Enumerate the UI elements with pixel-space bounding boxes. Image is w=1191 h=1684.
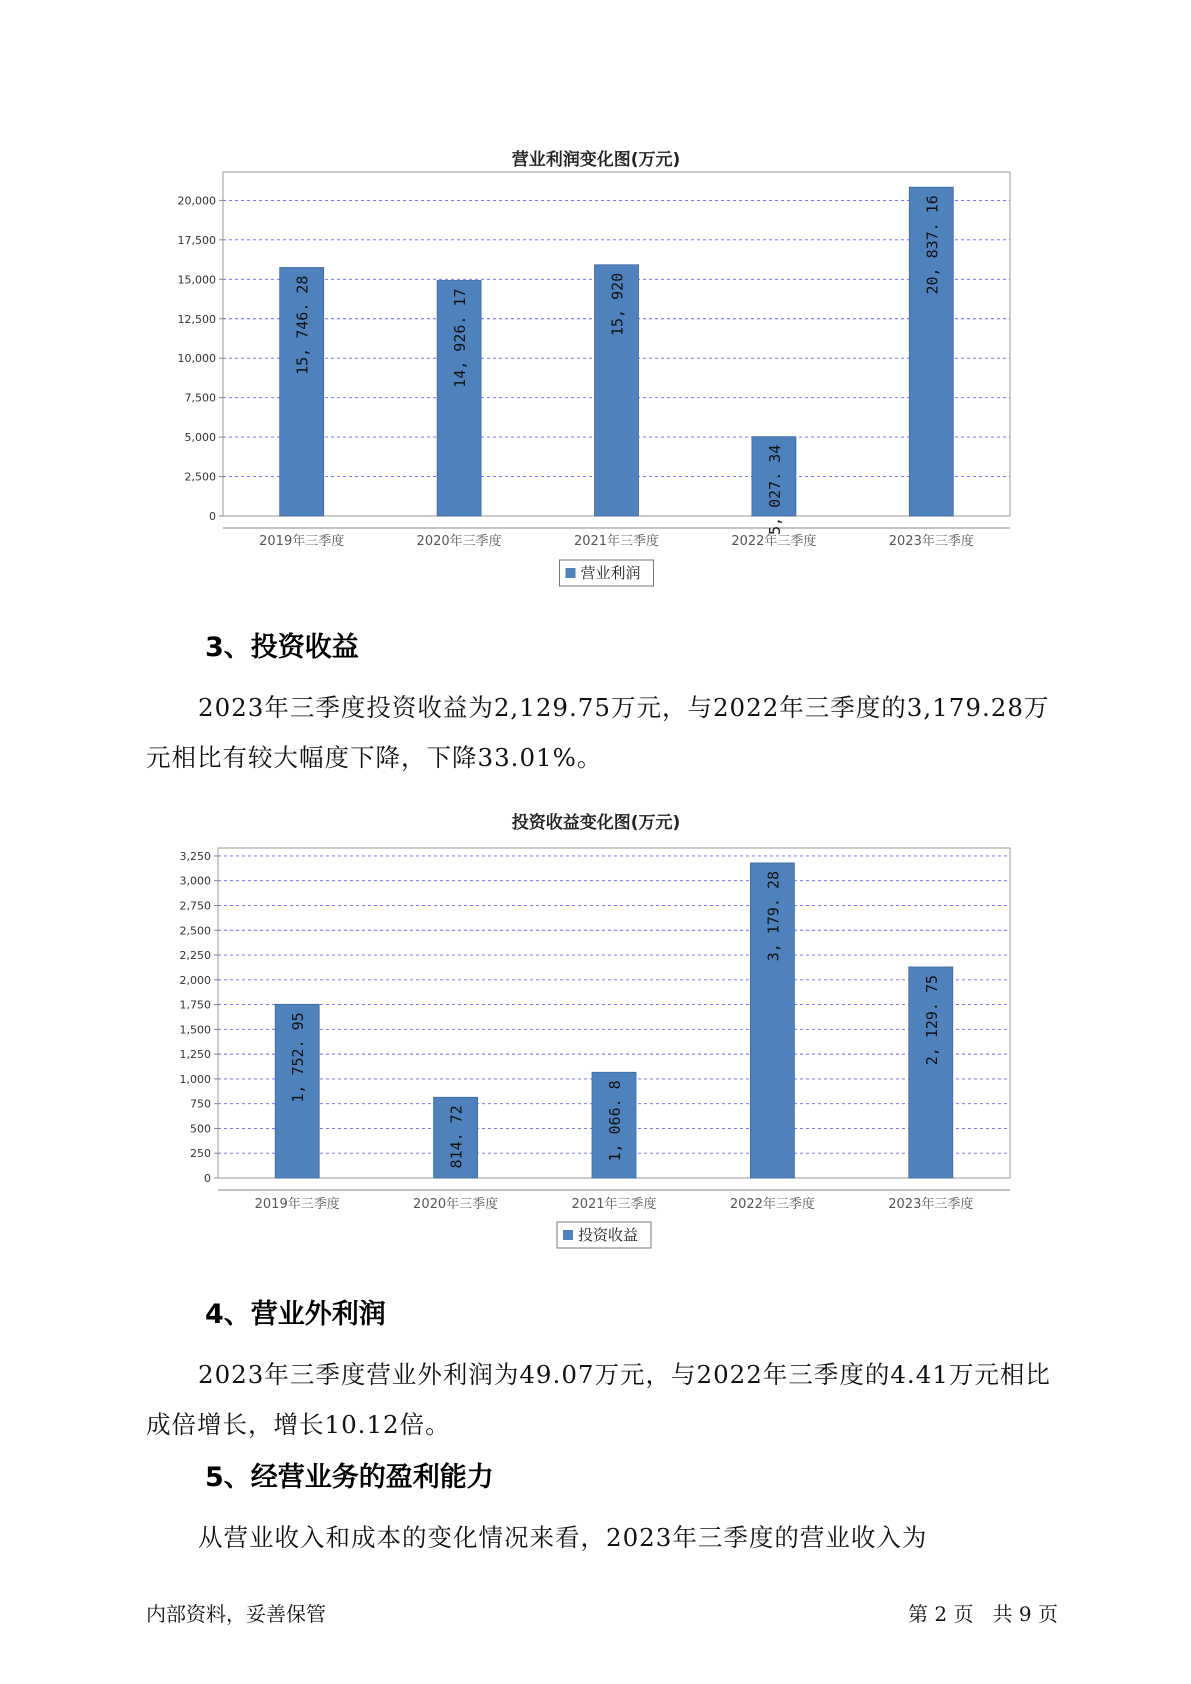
y-tick-label: 20,000 (177, 194, 216, 208)
bar-value-label: 2, 129. 75 (922, 974, 941, 1066)
y-tick-label: 750 (190, 1097, 211, 1111)
y-tick-label: 10,000 (177, 352, 216, 366)
bar-value-label: 15, 920 (608, 272, 627, 337)
y-tick-label: 2,500 (184, 470, 216, 484)
bar-value-label: 1, 066. 8 (606, 1080, 624, 1162)
section-4-heading: 4、营业外利润 (205, 1299, 386, 1330)
x-category-label: 2023年三季度 (888, 534, 974, 549)
y-tick-label: 12,500 (177, 312, 216, 326)
y-tick-label: 0 (204, 1172, 211, 1185)
y-tick-label: 5,000 (184, 431, 216, 445)
bar-value-label: 814. 72 (447, 1105, 466, 1169)
y-tick-label: 250 (190, 1147, 211, 1161)
section-5-text: 从营业收入和成本的变化情况来看，2023年三季度的营业收入为 (198, 1523, 928, 1552)
y-tick-label: 1,500 (179, 1023, 211, 1037)
x-category-label: 2022年三季度 (729, 1197, 815, 1212)
y-tick-label: 3,250 (179, 849, 211, 863)
section-5-paragraph (146, 1513, 1056, 1563)
x-category-label: 2021年三季度 (573, 534, 660, 549)
y-tick-label: 3,000 (179, 874, 211, 888)
section-3-text: 2023年三季度投资收益为2,129.75万元，与2022年三季度的3,179.28万元相比有较大幅度下降，下降33.01%。 (146, 693, 1050, 772)
y-tick-label: 2,000 (179, 973, 211, 987)
y-tick-label: 500 (190, 1122, 211, 1136)
x-category-label: 2023年三季度 (888, 1197, 974, 1212)
section-5-heading: 5、经营业务的盈利能力 (205, 1462, 494, 1493)
bar-value-label: 15, 746. 28 (293, 275, 312, 375)
section-4-text: 2023年三季度营业外利润为49.07万元，与2022年三季度的4.41万元相比成倍增长，增长10.12倍。 (146, 1360, 1051, 1439)
y-tick-label: 15,000 (177, 273, 216, 287)
x-category-label: 2022年三季度 (731, 534, 817, 549)
y-tick-label: 2,500 (179, 924, 211, 938)
chart-1-title: 营业利润变化图(万元) (511, 150, 681, 170)
y-tick-label: 2,250 (179, 949, 211, 963)
chart-2-investment-income (0, 812, 1191, 1252)
x-category-label: 2020年三季度 (416, 534, 502, 549)
y-tick-label: 7,500 (184, 391, 216, 405)
y-tick-label: 1,750 (179, 998, 211, 1012)
legend-label: 营业利润 (580, 564, 641, 582)
bar-value-label: 3, 179. 28 (764, 870, 783, 962)
chart-2-title: 投资收益变化图(万元) (511, 813, 681, 833)
section-4-paragraph (146, 1350, 1056, 1450)
y-tick-label: 2,750 (179, 899, 211, 913)
section-3-heading: 3、投资收益 (205, 632, 359, 663)
footer-page-number: 第 2 页 共 9 页 (908, 1602, 1058, 1626)
y-tick-label: 0 (209, 510, 216, 523)
bar-value-label: 1, 752. 95 (289, 1012, 308, 1103)
y-tick-label: 1,250 (179, 1048, 211, 1062)
x-category-label: 2021年三季度 (571, 1197, 657, 1212)
bar-value-label: 20, 837. 16 (923, 195, 942, 295)
x-category-label: 2019年三季度 (259, 534, 345, 549)
y-tick-label: 17,500 (177, 233, 216, 247)
y-tick-label: 1,000 (179, 1072, 211, 1086)
x-category-label: 2020年三季度 (413, 1197, 499, 1212)
bar-value-label: 5, 027. 34 (765, 444, 784, 535)
footer-left: 内部资料，妥善保管 (146, 1602, 326, 1626)
legend-label: 投资收益 (578, 1226, 639, 1244)
legend-swatch (563, 1230, 573, 1240)
bar-value-label: 14, 926. 17 (451, 288, 470, 388)
chart-1-operating-profit (0, 150, 1191, 590)
legend-swatch (566, 568, 576, 578)
section-3-paragraph (146, 683, 1056, 783)
x-category-label: 2019年三季度 (254, 1197, 340, 1212)
